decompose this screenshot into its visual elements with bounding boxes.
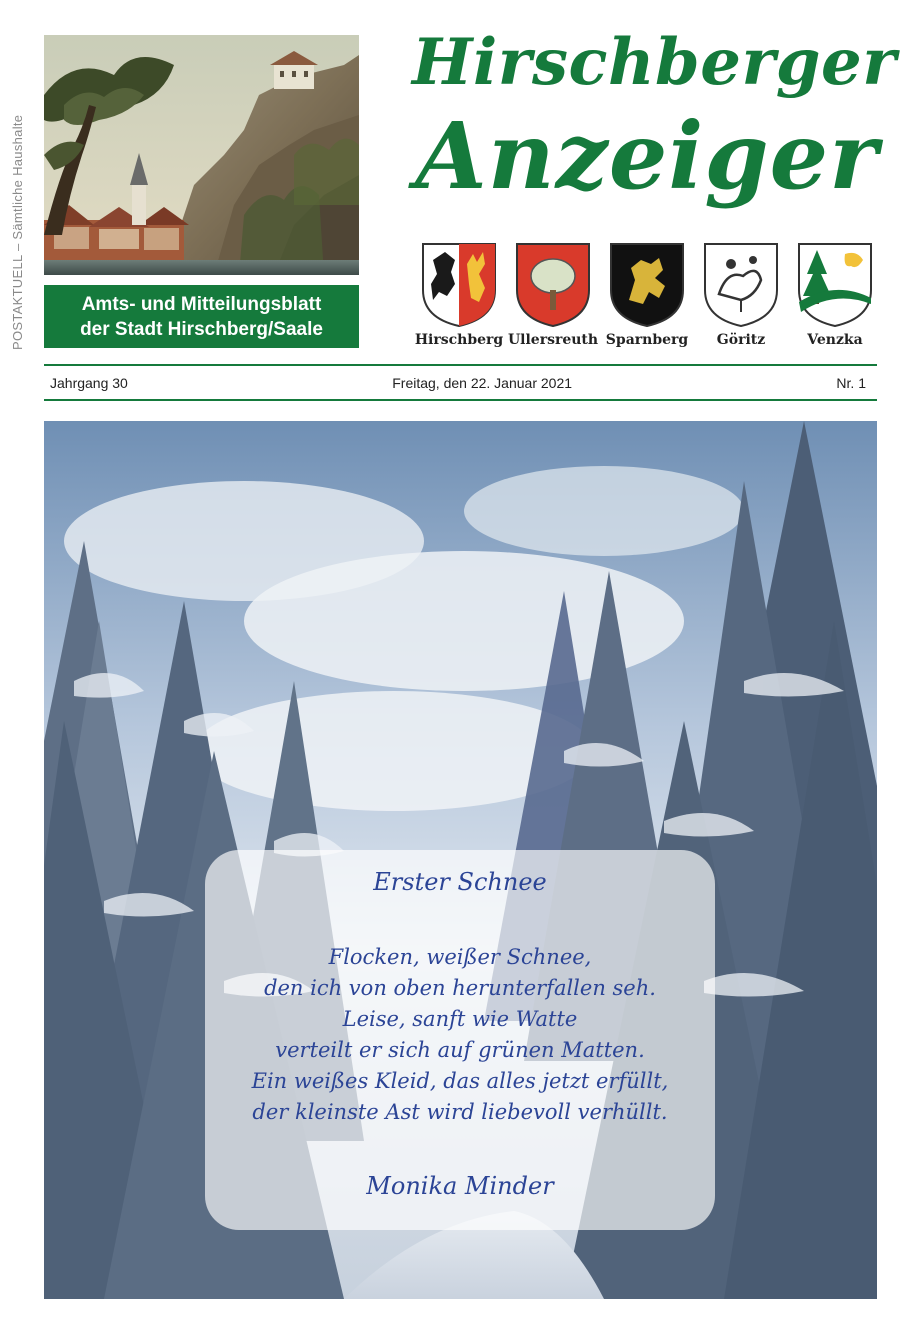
distribution-label: POSTAKTUELL – Sämtliche Haushalte bbox=[10, 114, 25, 350]
poem-line: der kleinste Ast wird liebevoll verhüllt. bbox=[252, 1100, 668, 1124]
subtitle-line-1: Amts- und Mitteilungsblatt bbox=[81, 293, 322, 315]
crest-sparnberg bbox=[604, 240, 690, 355]
poem-title: Erster Schnee bbox=[373, 868, 547, 896]
subtitle-line-2: der Stadt Hirschberg/Saale bbox=[80, 318, 323, 340]
cover-painting bbox=[44, 35, 359, 275]
sparnberg-crest-icon bbox=[607, 240, 687, 328]
issue-dateline bbox=[50, 373, 866, 393]
crest-goeritz bbox=[698, 240, 784, 355]
issue-number: Nr. 1 bbox=[836, 375, 866, 391]
crest-label-goeritz: Göritz bbox=[716, 332, 766, 348]
issue-volume: Jahrgang 30 bbox=[50, 375, 128, 391]
poem-lines bbox=[205, 942, 715, 1128]
poem-line: den ich von oben herunterfallen seh. bbox=[264, 976, 656, 1000]
crest-ullersreuth bbox=[507, 240, 599, 355]
poem-line: Leise, sanft wie Watte bbox=[342, 1007, 578, 1031]
publication-subtitle bbox=[44, 285, 359, 348]
poem-line: Flocken, weißer Schnee, bbox=[328, 945, 592, 969]
hirschberg-crest-icon bbox=[419, 240, 499, 328]
poem-line: verteilt er sich auf grünen Matten. bbox=[275, 1038, 645, 1062]
poem-box bbox=[205, 850, 715, 1230]
poem-line: Ein weißes Kleid, das alles jetzt erfüllt, bbox=[251, 1069, 669, 1093]
masthead-line-2: Anzeiger bbox=[415, 102, 879, 210]
crest-label-sparnberg: Sparnberg bbox=[605, 332, 689, 348]
masthead-line-1: Hirschberger bbox=[412, 25, 897, 100]
crest-label-hirschberg: Hirschberg bbox=[414, 332, 504, 348]
masthead bbox=[412, 22, 897, 210]
ullersreuth-crest-icon bbox=[513, 240, 593, 328]
crest-label-venzka: Venzka bbox=[807, 332, 863, 348]
crest-label-ullersreuth: Ullersreuth bbox=[507, 332, 599, 348]
municipality-crests bbox=[416, 240, 878, 355]
venzka-crest-icon bbox=[795, 240, 875, 328]
crest-hirschberg bbox=[416, 240, 502, 355]
top-rule bbox=[44, 364, 877, 366]
goeritz-crest-icon bbox=[701, 240, 781, 328]
crest-venzka bbox=[792, 240, 878, 355]
bottom-rule bbox=[44, 399, 877, 401]
issue-date: Freitag, den 22. Januar 2021 bbox=[392, 375, 573, 391]
poem-author: Monika Minder bbox=[366, 1172, 554, 1200]
